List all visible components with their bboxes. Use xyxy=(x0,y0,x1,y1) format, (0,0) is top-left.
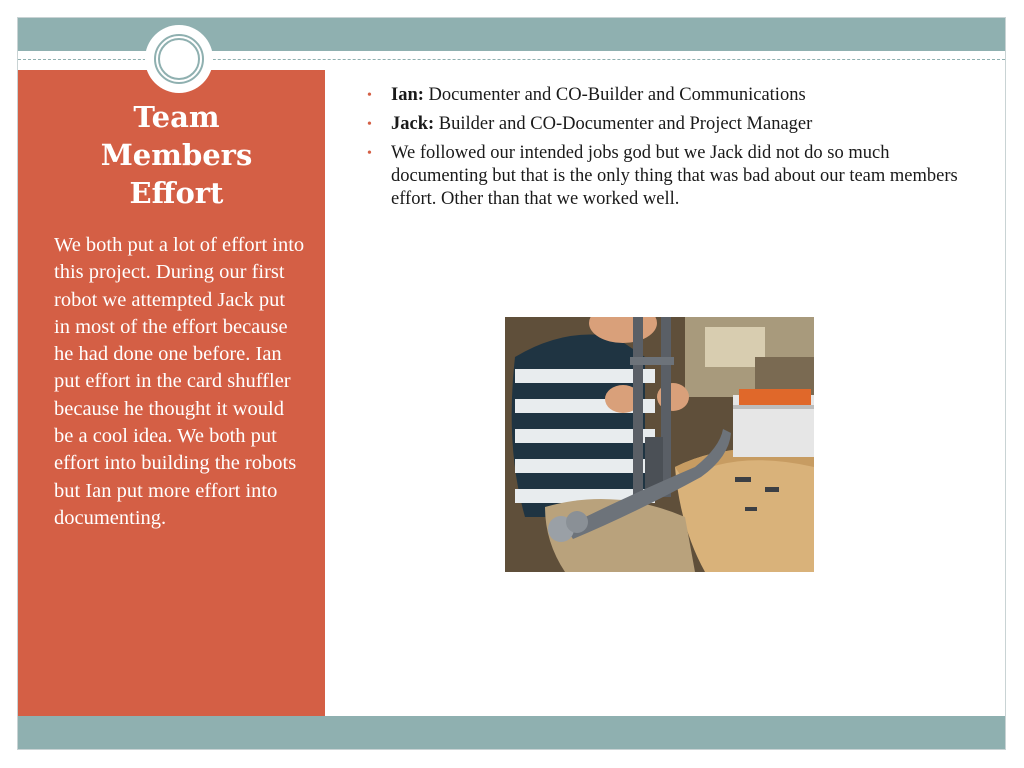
slide xyxy=(17,17,1006,750)
bullet-item xyxy=(367,113,967,136)
bullet-text: Builder and CO-Documenter and Project Manager xyxy=(434,114,813,134)
bullet-lead: Jack: xyxy=(391,114,435,134)
bullet-list xyxy=(367,84,967,217)
bullet-text: Documenter and CO-Builder and Communications xyxy=(423,85,806,105)
title-line: Members xyxy=(100,138,253,172)
emblem-inner-ring xyxy=(158,38,200,80)
title-line: Effort xyxy=(129,176,224,210)
robot-photo xyxy=(505,317,814,572)
bullet-icon: • xyxy=(367,146,372,161)
bottom-accent-band xyxy=(18,716,1005,749)
title-panel xyxy=(18,70,325,716)
bullet-icon: • xyxy=(367,117,372,132)
bullet-item xyxy=(367,84,967,107)
bullet-item xyxy=(367,142,967,211)
bullet-text: We followed our intended jobs god but we Jack did not do so much documenting but that is the only thing that was bad about our team members effort. Other than that we worked well. xyxy=(391,143,958,209)
slide-title xyxy=(58,98,295,212)
circle-emblem-icon xyxy=(145,25,213,93)
bullet-lead: Ian: xyxy=(391,85,424,105)
title-line: Team xyxy=(133,100,220,134)
panel-body-text: We both put a lot of effort into this project. During our first robot we attempted Jack put in most of the effort because he had done one before. Ian put effort in the card shuffler because he thought it would be a cool idea. We both put effort into building the robots but Ian put more effort into documenting. xyxy=(54,234,305,529)
photo-illustration-icon xyxy=(505,317,814,572)
bullet-icon: • xyxy=(367,88,372,103)
